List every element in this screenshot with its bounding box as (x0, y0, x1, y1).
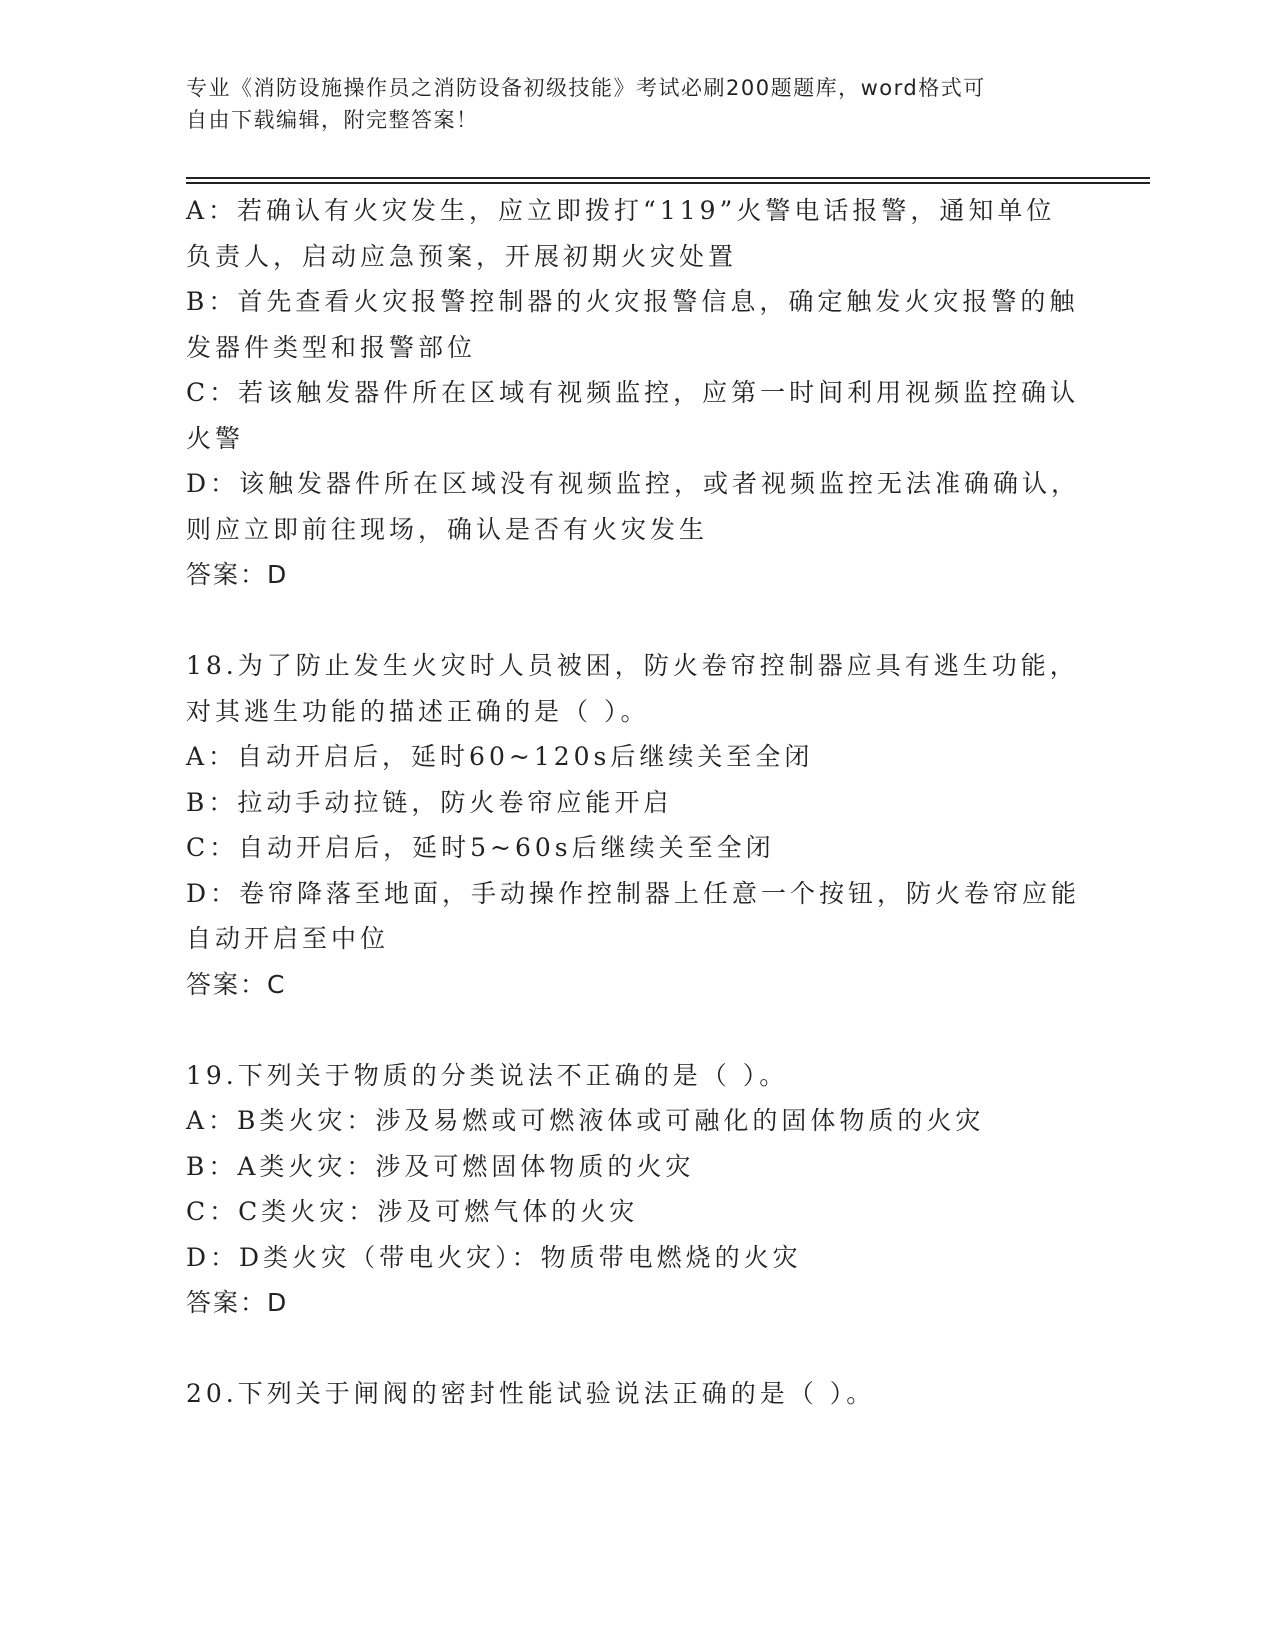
question-content (186, 188, 1086, 1417)
question-18 (186, 643, 1086, 1007)
q18-stem: 18.为了防止发生火灾时人员被困，防火卷帘控制器应具有逃生功能， 对其逃生功能的描述正确的是（ ）。 (186, 651, 1079, 726)
header-line-1: 专业《消防设施操作员之消防设备初级技能》考试必刷200题题库，word格式可 (186, 76, 986, 100)
q18-option-a: A：自动开启后，延时60~120s后继续关至全闭 (186, 742, 814, 771)
q17-option-c: C：若该触发器件所在区域有视频监控，应第一时间利用视频监控确认 火警 (186, 378, 1080, 453)
q19-option-c: C：C类火灾：涉及可燃气体的火灾 (186, 1197, 639, 1226)
q18-answer: 答案：C (186, 969, 287, 999)
q17-option-d: D：该触发器件所在区域没有视频监控，或者视频监控无法准确确认， 则应立即前往现场，确认是否有火灾发生 (186, 469, 1081, 544)
q20-stem: 20.下列关于闸阀的密封性能试验说法正确的是（ ）。 (186, 1379, 876, 1408)
question-20 (186, 1371, 1086, 1417)
q17-option-a: A：若确认有火灾发生，应立即拨打“119”火警电话报警，通知单位 负责人，启动应急预案，开展初期火灾处置 (186, 196, 1056, 271)
header-rule-bottom (186, 182, 1150, 184)
header-rule-top (186, 177, 1150, 179)
q19-option-b: B：A类火灾：涉及可燃固体物质的火灾 (186, 1151, 695, 1181)
q19-stem: 19.下列关于物质的分类说法不正确的是（ ）。 (186, 1060, 789, 1090)
q19-answer: 答案：D (186, 1288, 289, 1317)
document-header (186, 72, 1066, 136)
q19-option-d: D：D类火灾（带电火灾）：物质带电燃烧的火灾 (186, 1242, 802, 1272)
question-19 (186, 1053, 1086, 1326)
header-line-2: 自由下载编辑，附完整答案！ (186, 108, 479, 132)
q18-option-c: C：自动开启后，延时5~60s后继续关至全闭 (186, 833, 775, 862)
q18-option-b: B：拉动手动拉链，防火卷帘应能开启 (186, 787, 673, 817)
q17-answer: 答案：D (186, 560, 289, 589)
q18-option-d: D：卷帘降落至地面，手动操作控制器上任意一个按钮，防火卷帘应能 自动开启至中位 (186, 878, 1081, 953)
q17-option-b: B：首先查看火灾报警控制器的火灾报警信息，确定触发火灾报警的触 发器件类型和报警部位 (186, 287, 1079, 362)
q19-option-a: A：B类火灾：涉及易燃或可燃液体或可融化的固体物质的火灾 (186, 1106, 985, 1135)
question-17 (186, 188, 1086, 598)
